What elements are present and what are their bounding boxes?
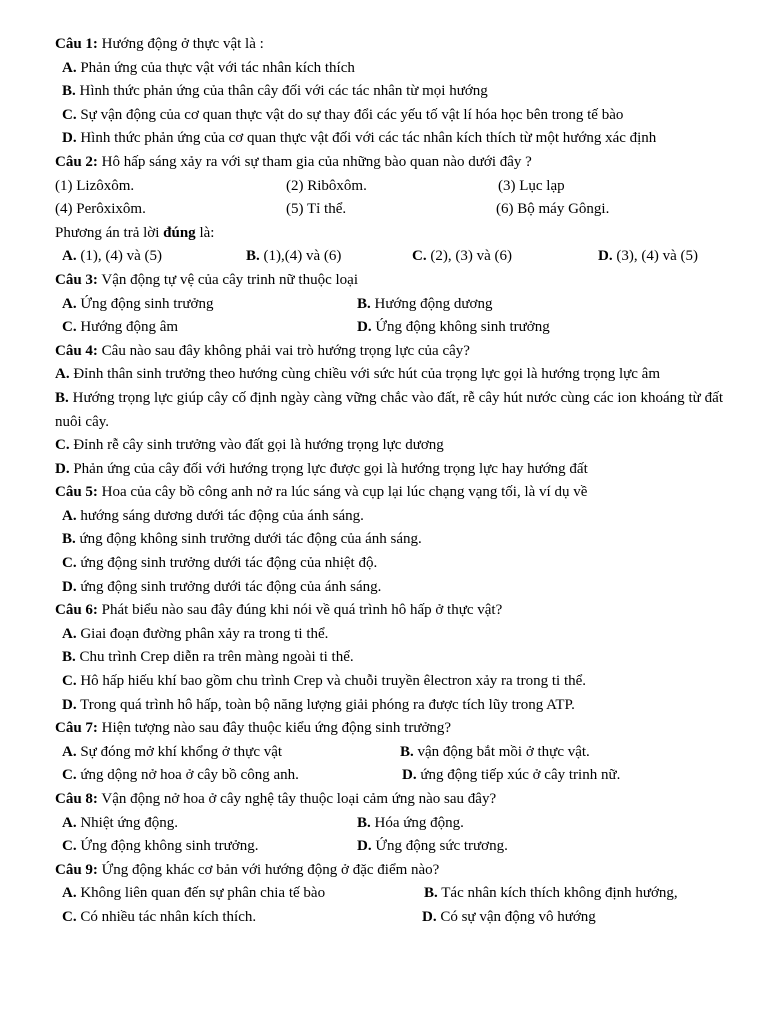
option-key: C.	[62, 908, 77, 925]
q4-option-a	[55, 363, 723, 387]
option-text: hướng sáng dương dưới tác động của ánh sáng.	[76, 507, 364, 524]
q8-option-c	[62, 835, 258, 859]
q2-item-5: (5) Tỉ thể.	[286, 201, 347, 218]
option-key: C.	[62, 767, 77, 784]
option-text: Chu trình Crep diễn ra trên màng ngoài ti thể.	[75, 649, 354, 666]
question-label: Câu 2:	[55, 153, 98, 170]
option-key: C.	[62, 319, 77, 336]
option-text: ứng dộng nở hoa ở cây bồ công anh.	[76, 767, 299, 784]
q2-option-a	[62, 245, 162, 269]
question-label: Câu 1:	[55, 36, 98, 52]
option-text: (1), (4) và (5)	[76, 248, 162, 265]
option-key: C.	[62, 106, 77, 123]
q9-options-row-1	[55, 882, 723, 906]
option-text: vận động bắt mồi ở thực vật.	[413, 743, 590, 760]
question-text: Hướng động ở thực vật là :	[97, 36, 264, 52]
q7-option-a	[62, 741, 282, 765]
option-text: Ứng động không sinh trưởng.	[76, 838, 259, 855]
option-text: Hình thức phản ứng của cơ quan thực vật đối với các tác nhân kích thích từ một hướng xác định	[76, 130, 657, 147]
q1-option-b	[55, 80, 723, 104]
q1-option-d	[55, 127, 723, 151]
option-key: D.	[62, 130, 77, 147]
q2-item-2: (2) Ribôxôm.	[286, 177, 367, 194]
option-key: D.	[55, 460, 70, 477]
option-key: D.	[357, 319, 372, 336]
option-key: D.	[62, 578, 77, 595]
option-key: A.	[62, 814, 77, 831]
q9-options-row-2	[55, 906, 723, 930]
prompt-text: Phương án trả lời	[55, 224, 164, 241]
option-text: ứng động tiếp xúc ở cây trinh nữ.	[416, 767, 621, 784]
q2-item-3: (3) Lục lạp	[498, 177, 565, 194]
q2-option-d	[598, 245, 698, 269]
question-7	[55, 717, 723, 741]
q7-option-d	[402, 764, 620, 788]
option-text: Ứng động không sinh trưởng	[371, 319, 550, 336]
q6-option-d	[55, 694, 723, 718]
q5-option-d	[55, 576, 723, 600]
option-text: ứng động sinh trưởng dưới tác động của nhiệt độ.	[76, 555, 378, 572]
option-key: A.	[62, 59, 77, 76]
option-key: A.	[62, 295, 77, 312]
q9-option-a	[62, 882, 325, 906]
option-key: B.	[357, 295, 371, 312]
option-text: Có nhiều tác nhân kích thích.	[76, 908, 257, 925]
q5-option-a	[55, 505, 723, 529]
option-text: Trong quá trình hô hấp, toàn bộ năng lượng giải phóng ra được tích lũy trong ATP.	[76, 696, 575, 713]
option-text: Phản ứng của cây đối với hướng trọng lực được gọi là hướng trọng lực hay hướng đất	[69, 460, 588, 477]
question-text: Vận động nở hoa ở cây nghệ tây thuộc loại cảm ứng nào sau đây?	[97, 791, 497, 807]
q7-options-row-1	[55, 741, 723, 765]
option-key: C.	[62, 555, 77, 572]
option-key: B.	[357, 814, 371, 831]
option-text: (1),(4) và (6)	[259, 248, 342, 265]
q4-option-b	[55, 387, 723, 434]
question-6	[55, 599, 723, 623]
option-key: B.	[62, 531, 76, 548]
option-key: C.	[62, 673, 77, 690]
option-key: B.	[55, 389, 69, 406]
option-key: C.	[62, 838, 77, 855]
option-text: Hướng động dương	[370, 295, 493, 312]
q3-option-c	[62, 316, 178, 340]
option-text: Tác nhân kích thích không định hướng,	[437, 885, 678, 902]
question-label: Câu 3:	[55, 271, 98, 288]
q7-option-b	[400, 741, 590, 765]
option-text: Có sự vận động vô hướng	[436, 908, 596, 925]
q1-option-c	[55, 104, 723, 128]
q9-option-c	[62, 906, 256, 930]
q2-answer-prompt	[55, 222, 723, 246]
option-key: A.	[62, 625, 77, 642]
option-key: A.	[62, 885, 77, 902]
option-key: A.	[55, 366, 70, 383]
question-label: Câu 5:	[55, 484, 98, 501]
exam-page	[55, 33, 723, 930]
option-text: ứng động không sinh trưởng dưới tác động của ánh sáng.	[75, 531, 422, 548]
option-key: B.	[62, 83, 76, 100]
question-8	[55, 788, 723, 812]
q8-option-a	[62, 812, 178, 836]
q6-option-b	[55, 646, 723, 670]
option-key: D.	[62, 696, 77, 713]
q7-option-c	[62, 764, 299, 788]
option-key: D.	[357, 838, 372, 855]
option-text: ứng động sinh trưởng dưới tác động của ánh sáng.	[76, 578, 382, 595]
q5-option-c	[55, 552, 723, 576]
option-key: A.	[62, 743, 77, 760]
option-text: Hình thức phản ứng của thân cây đối với các tác nhân từ mọi hướng	[75, 83, 488, 100]
q2-option-b	[246, 245, 341, 269]
option-text: Phản ứng của thực vật với tác nhân kích thích	[76, 59, 355, 76]
question-text: Hô hấp sáng xảy ra với sự tham gia của những bào quan nào dưới đây ?	[97, 153, 532, 170]
q6-option-c	[55, 670, 723, 694]
question-text: Hoa của cây bồ công anh nở ra lúc sáng và cụp lại lúc chạng vạng tối, là ví dụ về	[97, 484, 588, 501]
q2-items-row-2	[55, 198, 723, 222]
option-text: Hóa ứng động.	[370, 814, 464, 831]
q3-option-d	[357, 316, 550, 340]
q2-item-6: (6) Bộ máy Gôngi.	[496, 201, 610, 218]
question-label: Câu 8:	[55, 791, 98, 807]
q3-options-row-2	[55, 316, 723, 340]
option-text: (3), (4) và (5)	[612, 248, 698, 265]
question-3	[55, 269, 723, 293]
option-text: Ứng động sức trương.	[371, 838, 508, 855]
option-text: Ứng động sinh trưởng	[76, 295, 214, 312]
option-key: D.	[598, 248, 613, 265]
option-text: Hô hấp hiếu khí bao gồm chu trình Crep và chuỗi truyền êlectron xảy ra trong ti thể.	[76, 673, 587, 690]
q8-options-row-2	[55, 835, 723, 859]
q7-options-row-2	[55, 764, 723, 788]
question-9	[55, 859, 723, 883]
q3-options-row-1	[55, 293, 723, 317]
q1-option-a	[55, 57, 723, 81]
q4-option-c	[55, 434, 723, 458]
question-4	[55, 340, 723, 364]
option-key: A.	[62, 248, 77, 265]
q2-options-row	[55, 245, 723, 269]
question-label: Câu 4:	[55, 342, 98, 359]
option-text: Hướng động âm	[76, 319, 179, 336]
q3-option-b	[357, 293, 492, 317]
question-2	[55, 151, 723, 175]
option-key: B.	[62, 649, 76, 666]
q6-option-a	[55, 623, 723, 647]
option-key: D.	[402, 767, 417, 784]
option-text: Đỉnh rễ cây sinh trưởng vào đất gọi là hướng trọng lực dương	[69, 437, 444, 454]
option-text: Giai đoạn đường phân xảy ra trong ti thể.	[76, 625, 329, 642]
q8-option-b	[357, 812, 464, 836]
option-key: B.	[400, 743, 414, 760]
q9-option-b	[424, 882, 678, 906]
prompt-text-end: là:	[195, 224, 215, 241]
q8-options-row-1	[55, 812, 723, 836]
q2-item-1: (1) Lizôxôm.	[55, 177, 135, 194]
option-key: C.	[412, 248, 427, 265]
q3-option-a	[62, 293, 213, 317]
option-text: (2), (3) và (6)	[426, 248, 512, 265]
option-text: Đỉnh thân sinh trưởng theo hướng cùng chiều với sức hút của trọng lực gọi là hướng trọng lực âm	[69, 366, 660, 383]
option-key: D.	[422, 908, 437, 925]
question-1	[55, 33, 723, 57]
prompt-emphasis: đúng	[163, 224, 196, 241]
option-text: Sự đóng mở khí khổng ở thực vật	[76, 743, 283, 760]
q5-option-b	[55, 528, 723, 552]
q2-option-c	[412, 245, 512, 269]
option-key: B.	[246, 248, 260, 265]
option-key: A.	[62, 507, 77, 524]
option-text: Sự vận động của cơ quan thực vật do sự thay đổi các yếu tố vật lí hóa học bên trong tế bào	[76, 106, 624, 123]
q2-items-row-1	[55, 175, 723, 199]
question-label: Câu 7:	[55, 720, 98, 737]
option-key: C.	[55, 437, 70, 454]
question-label: Câu 9:	[55, 861, 98, 878]
option-text: Không liên quan đến sự phân chia tế bào	[76, 885, 326, 902]
question-text: Phát biểu nào sau đây đúng khi nói về quá trình hô hấp ở thực vật?	[97, 602, 503, 619]
question-text: Hiện tượng nào sau đây thuộc kiểu ứng động sinh trưởng?	[97, 720, 452, 737]
question-text: Câu nào sau đây không phải vai trò hướng trọng lực của cây?	[97, 342, 470, 359]
q4-option-d	[55, 458, 723, 482]
option-text: Hướng trọng lực giúp cây cố định ngày càng vững chắc vào đất, rễ cây hút nước cùng các ion khoáng từ đất nuôi cây.	[55, 389, 723, 430]
question-text: Vận động tự vệ của cây trinh nữ thuộc loại	[97, 271, 359, 288]
option-text: Nhiệt ứng động.	[76, 814, 179, 831]
q9-option-d	[422, 906, 596, 930]
question-text: Ứng động khác cơ bản với hướng động ở đặc điểm nào?	[97, 861, 440, 878]
option-key: B.	[424, 885, 438, 902]
question-label: Câu 6:	[55, 602, 98, 619]
q8-option-d	[357, 835, 508, 859]
q2-item-4: (4) Perôxixôm.	[55, 201, 146, 218]
question-5	[55, 481, 723, 505]
